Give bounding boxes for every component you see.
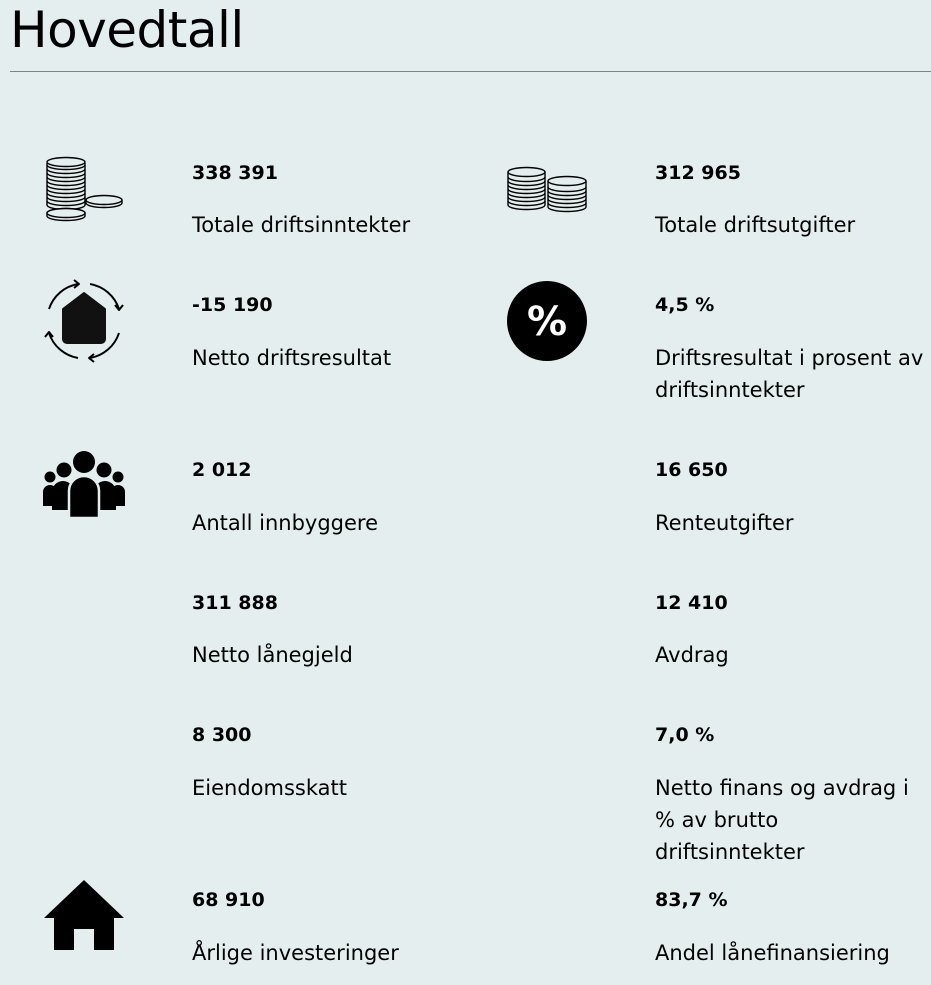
kpi-value-installments: 12 410	[655, 592, 728, 614]
kpi-value-net-loan-debt: 311 888	[192, 592, 278, 614]
kpi-value-population: 2 012	[192, 459, 252, 481]
kpi-value-annual-investments: 68 910	[192, 889, 265, 911]
kpi-value-net-finance-percent: 7,0 %	[655, 724, 715, 746]
percent-symbol: %	[526, 299, 568, 345]
percent-circle-icon	[505, 279, 589, 363]
kpi-value-total-expenses: 312 965	[655, 162, 741, 184]
kpi-label-operating-result-percent: Driftsresultat i prosent av driftsinntekter	[655, 346, 924, 402]
kpi-label-installments: Avdrag	[655, 643, 729, 667]
kpi-value-net-operating-result: -15 190	[192, 294, 273, 316]
kpi-label-loan-financing-share: Andel lånefinansiering	[655, 941, 890, 965]
kpi-label-net-finance-percent: Netto finans og avdrag i % av brutto driftsinntekter	[655, 776, 909, 864]
kpi-label-interest-expenses: Renteutgifter	[655, 511, 794, 535]
kpi-value-interest-expenses: 16 650	[655, 459, 728, 481]
title-divider	[10, 71, 931, 72]
kpi-label-total-expenses: Totale driftsutgifter	[655, 213, 856, 237]
kpi-label-total-revenue: Totale driftsinntekter	[192, 213, 411, 237]
coins-double-stack-icon	[505, 150, 589, 234]
kpi-value-operating-result-percent: 4,5 %	[655, 294, 715, 316]
people-group-icon	[42, 446, 126, 530]
house-icon	[42, 876, 126, 960]
kpi-value-property-tax: 8 300	[192, 724, 252, 746]
kpi-label-net-operating-result: Netto driftsresultat	[192, 346, 392, 370]
house-cycle-icon	[42, 279, 126, 363]
kpi-label-population: Antall innbyggere	[192, 511, 379, 535]
coins-stack-icon	[42, 150, 126, 234]
kpi-label-net-loan-debt: Netto lånegjeld	[192, 643, 353, 667]
kpi-label-property-tax: Eiendomsskatt	[192, 776, 347, 800]
kpi-label-annual-investments: Årlige investeringer	[192, 941, 399, 965]
kpi-value-loan-financing-share: 83,7 %	[655, 889, 728, 911]
kpi-value-total-revenue: 338 391	[192, 162, 278, 184]
page-title: Hovedtall	[10, 1, 244, 59]
